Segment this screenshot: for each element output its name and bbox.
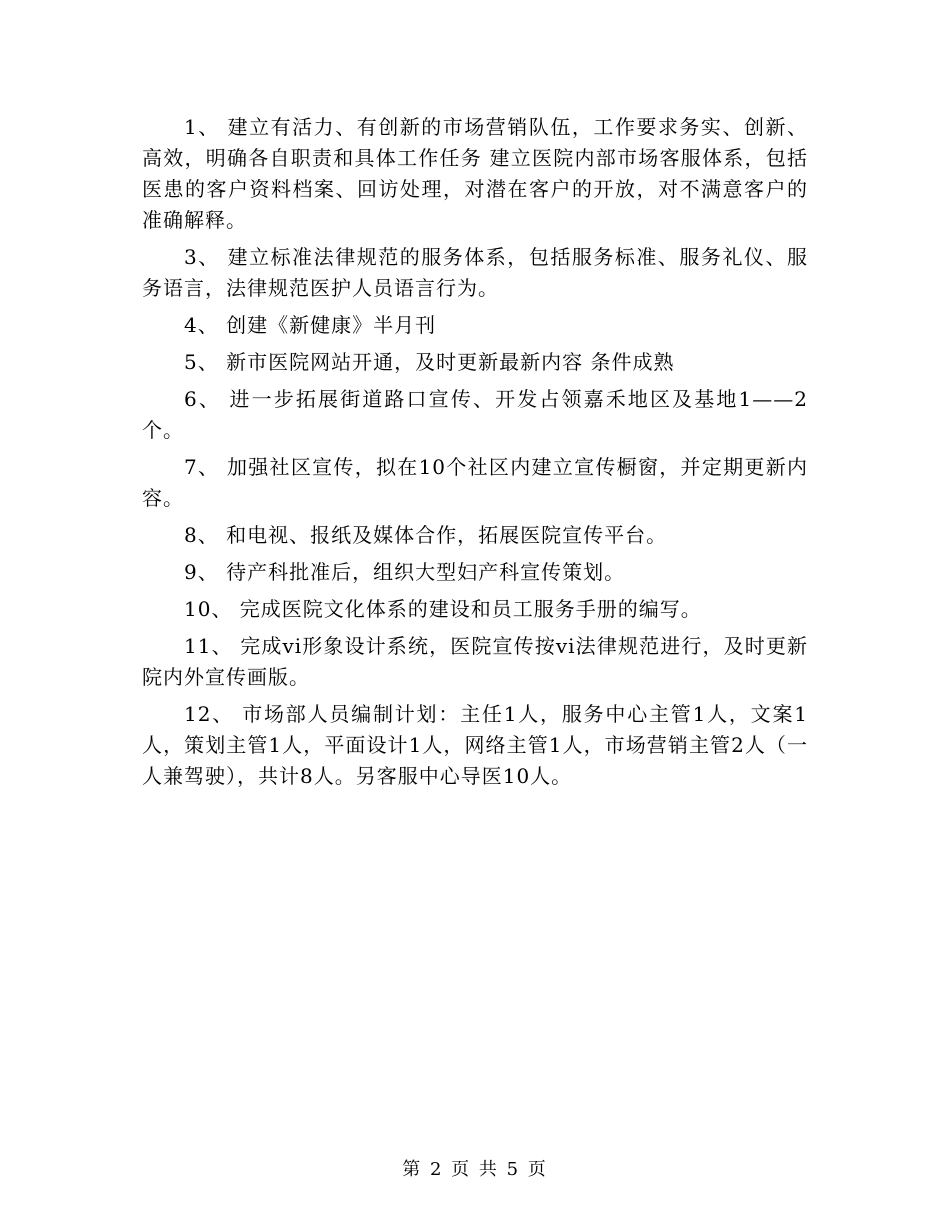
paragraph-item-4: 4、 创建《新健康》半月刊 bbox=[184, 313, 437, 337]
document-body bbox=[142, 112, 808, 798]
paragraph-item-6: 6、 进一步拓展街道路口宣传、开发占领嘉禾地区及基地1——2个。 bbox=[142, 387, 808, 442]
paragraph-item-5: 5、 新市医院网站开通，及时更新最新内容 条件成熟 bbox=[184, 350, 675, 374]
page-number-footer: 第 2 页 共 5 页 bbox=[402, 1159, 548, 1180]
paragraph-item-7: 7、 加强社区宣传，拟在10个社区内建立宣传橱窗，并定期更新内容。 bbox=[142, 455, 808, 510]
paragraph-item-3: 3、 建立标准法律规范的服务体系，包括服务标准、服务礼仪、服务语言，法律规范医护人员语言行为。 bbox=[142, 245, 808, 300]
paragraph-item-8: 8、 和电视、报纸及媒体合作，拓展医院宣传平台。 bbox=[184, 523, 668, 547]
paragraph-item-9: 9、 待产科批准后，组织大型妇产科宣传策划。 bbox=[184, 560, 626, 584]
paragraph-item-1: 1、 建立有活力、有创新的市场营销队伍，工作要求务实、创新、高效，明确各自职责和具体工作任务 建立医院内部市场客服体系，包括医患的客户资料档案、回访处理，对潜在客户的开放，对不满意客户的准确解释。 bbox=[142, 115, 808, 232]
paragraph-item-12: 12、 市场部人员编制计划：主任1人，服务中心主管1人，文案1人，策划主管1人，平面设计1人，网络主管1人，市场营销主管2人（一人兼驾驶），共计8人。另客服中心导医10人。 bbox=[142, 702, 808, 788]
paragraph-item-11: 11、 完成vi形象设计系统，医院宣传按vi法律规范进行，及时更新院内外宣传画版。 bbox=[142, 634, 808, 689]
paragraph-item-10: 10、 完成医院文化体系的建设和员工服务手册的编写。 bbox=[184, 597, 702, 621]
